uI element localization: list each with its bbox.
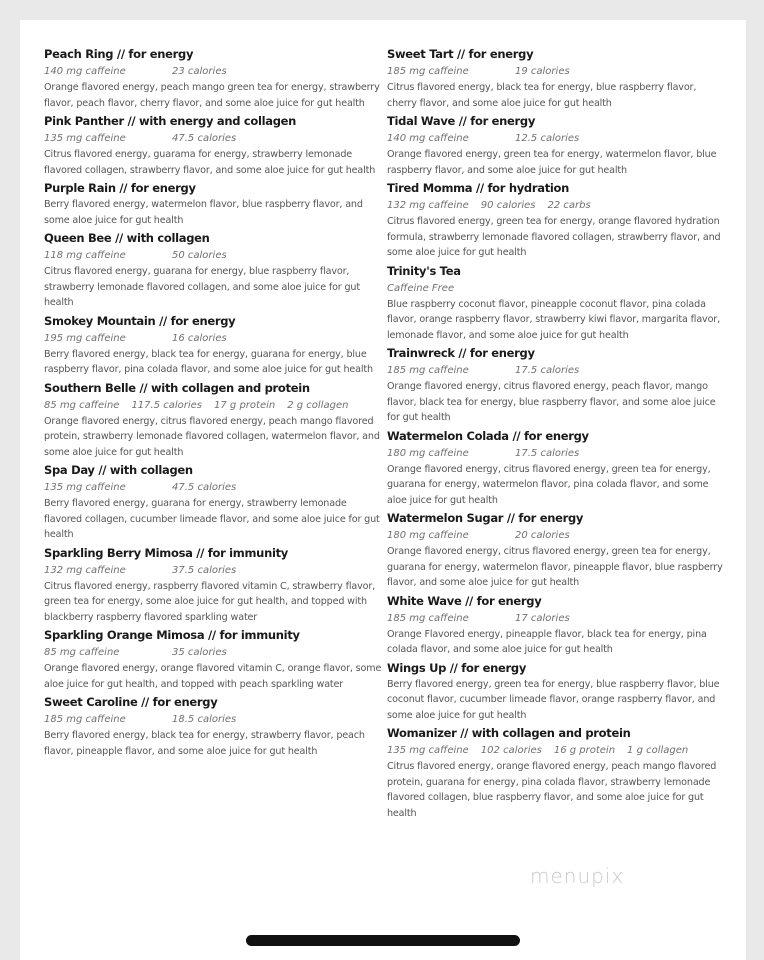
menu-item-description: Orange flavored energy, citrus flavored energy, green tea for energy, guarana for energy, watermelon flavor, pina colada flavor, and some aloe juice for gut health xyxy=(387,463,711,506)
menu-item-title: Sparkling Orange Mimosa // for immunity xyxy=(44,628,300,642)
nutrition-value: 132 mg caffeine xyxy=(44,564,126,576)
nutrition-value: 1 g collagen xyxy=(627,745,689,756)
menu-item-title: Sparkling Berry Mimosa // for immunity xyxy=(44,545,288,560)
nutrition-value: 22 carbs xyxy=(547,200,591,211)
menu-item-nutrition xyxy=(44,330,384,347)
menu-item-title: Spa Day // with collagen xyxy=(44,463,193,477)
menu-item-title: Peach Ring // for energy xyxy=(44,47,194,61)
nutrition-value: Caffeine Free xyxy=(387,282,455,294)
menu-item-description: Orange Flavored energy, pineapple flavor, black tea for energy, pina colada flavor, and some aloe juice for gut health xyxy=(387,628,707,655)
nutrition-value: 185 mg caffeine xyxy=(44,714,126,725)
nutrition-value: 90 calories xyxy=(480,200,536,211)
menu-item-title: Womanizer // with collagen and protein xyxy=(387,726,631,740)
menu-item-title: Trinity's Tea xyxy=(387,263,461,278)
menu-item xyxy=(44,179,384,228)
menu-item-description: Orange flavored energy, citrus flavored energy, peach flavor, mango flavor, black tea for energy, blue raspberry flavor, and some aloe juice for gut health xyxy=(387,381,716,423)
menu-item-title: Purple Rain // for energy xyxy=(44,181,196,195)
menu-column-left xyxy=(44,45,384,760)
menu-item-description: Berry flavored energy, green tea for energy, blue raspberry flavor, blue coconut flavor, cucumber limeade flavor, orange raspberry flavor, and some aloe juice for gut health xyxy=(387,678,720,721)
nutrition-value: 17.5 calories xyxy=(515,365,580,376)
nutrition-value: 17 g protein xyxy=(214,399,276,411)
nutrition-value: 102 calories xyxy=(480,745,542,756)
menu-item xyxy=(387,262,727,344)
menu-item-nutrition xyxy=(44,644,384,661)
home-indicator-bar[interactable] xyxy=(246,935,520,946)
nutrition-value: 180 mg caffeine xyxy=(387,530,469,541)
menu-item-title: Watermelon Sugar // for energy xyxy=(387,511,584,525)
menu-item-nutrition xyxy=(44,63,384,80)
menu-item xyxy=(387,45,727,111)
nutrition-value: 23 calories xyxy=(172,66,227,77)
nutrition-value: 132 mg caffeine xyxy=(387,200,469,211)
menu-item-nutrition xyxy=(44,562,384,579)
nutrition-value: 18.5 calories xyxy=(172,714,237,725)
nutrition-value: 117.5 calories xyxy=(131,399,203,411)
menu-item-nutrition xyxy=(44,711,384,728)
menu-item-description: Citrus flavored energy, raspberry flavored vitamin C, strawberry flavor, green tea for energy, some aloe juice for gut health, and topped with blackberry raspberry flavored sparkling water xyxy=(44,580,376,623)
menu-item-nutrition xyxy=(387,130,727,147)
nutrition-value: 16 calories xyxy=(172,332,227,344)
nutrition-value: 17 calories xyxy=(515,612,570,624)
menu-item-title: Southern Belle // with collagen and protein xyxy=(44,380,310,395)
menu-item-description: Orange flavored energy, green tea for energy, watermelon flavor, blue raspberry flavor, and some aloe juice for gut health xyxy=(387,149,717,176)
menu-item-nutrition xyxy=(387,63,727,80)
nutrition-value: 19 calories xyxy=(515,66,570,77)
menu-item-title: Pink Panther // with energy and collagen xyxy=(44,114,297,128)
menu-item xyxy=(44,544,384,626)
menu-item-title: White Wave // for energy xyxy=(387,593,542,608)
menu-item xyxy=(387,509,727,591)
menu-item-description: Berry flavored energy, black tea for energy, guarana for energy, blue raspberry flavor, pina colada flavor, and some aloe juice for gut health xyxy=(44,348,373,375)
nutrition-value: 118 mg caffeine xyxy=(44,250,126,261)
nutrition-value: 12.5 calories xyxy=(515,133,580,144)
nutrition-value: 20 calories xyxy=(515,530,570,541)
nutrition-value: 17.5 calories xyxy=(515,447,580,459)
menu-item-description: Citrus flavored energy, guarama for energy, strawberry lemonade flavored collagen, strawberry flavor, and some aloe juice for gut health xyxy=(44,149,376,176)
menu-item-nutrition xyxy=(387,197,727,214)
menu-item xyxy=(387,592,727,658)
nutrition-value: 140 mg caffeine xyxy=(44,66,126,77)
menu-item xyxy=(44,626,384,692)
nutrition-value: 195 mg caffeine xyxy=(44,332,126,344)
menu-item xyxy=(387,659,727,724)
menu-item-description: Blue raspberry coconut flavor, pineapple coconut flavor, pina colada flavor, orange raspberry flavor, strawberry kiwi flavor, margarita flavor, lemonade flavor, and some aloe juice for gut health xyxy=(387,298,720,341)
menu-item-description: Citrus flavored energy, guarana for energy, blue raspberry flavor, strawberry lemonade flavored collagen, and some aloe juice for gut health xyxy=(44,266,360,308)
nutrition-value: 85 mg caffeine xyxy=(44,399,120,411)
menu-item-description: Orange flavored energy, citrus flavored energy, peach mango flavored protein, strawberry lemonade flavored collagen, watermelon flavor, and some aloe juice for gut health xyxy=(44,415,380,458)
menu-item-nutrition xyxy=(44,130,384,147)
menu-item-title: Smokey Mountain // for energy xyxy=(44,313,236,328)
menu-item-title: Sweet Caroline // for energy xyxy=(44,695,218,709)
menu-item xyxy=(44,229,384,311)
menu-item xyxy=(44,312,384,378)
menu-item xyxy=(44,45,384,111)
nutrition-value: 47.5 calories xyxy=(172,482,237,493)
menu-item-description: Citrus flavored energy, black tea for energy, blue raspberry flavor, cherry flavor, and some aloe juice for gut health xyxy=(387,82,697,109)
menu-item-nutrition xyxy=(387,527,727,544)
menu-item xyxy=(44,112,384,178)
menu-item-nutrition xyxy=(387,362,727,379)
menu-item-title: Tired Momma // for hydration xyxy=(387,181,570,195)
menu-item xyxy=(387,427,727,509)
nutrition-value: 85 mg caffeine xyxy=(44,647,120,658)
nutrition-value: 185 mg caffeine xyxy=(387,612,469,624)
menu-item-description: Orange flavored energy, peach mango green tea for energy, strawberry flavor, peach flavor, cherry flavor, and some aloe juice for gut health xyxy=(44,82,380,109)
menu-item xyxy=(44,461,384,543)
menu-item-description: Citrus flavored energy, green tea for energy, orange flavored hydration formula, strawberry lemonade flavored collagen, strawberry flavor, and some aloe juice for gut health xyxy=(387,216,721,258)
menu-item-nutrition xyxy=(44,397,384,414)
nutrition-value: 16 g protein xyxy=(553,745,616,756)
menu-item-description: Berry flavored energy, guarana for energy, strawberry lemonade flavored collagen, cucumber limeade flavor, and some aloe juice for gut health xyxy=(44,498,380,540)
menu-item-nutrition xyxy=(387,280,727,297)
menu-page xyxy=(20,20,746,960)
menu-item-description: Berry flavored energy, black tea for energy, strawberry flavor, peach flavor, pineapple flavor, and some aloe juice for gut health xyxy=(44,730,365,757)
nutrition-value: 2 g collagen xyxy=(287,399,349,411)
nutrition-value: 37.5 calories xyxy=(172,564,237,576)
nutrition-value: 185 mg caffeine xyxy=(387,66,469,77)
menu-item-nutrition xyxy=(44,479,384,496)
menu-item-nutrition xyxy=(44,247,384,264)
menu-item-title: Queen Bee // with collagen xyxy=(44,231,210,245)
menu-item-title: Wings Up // for energy xyxy=(387,660,527,675)
nutrition-value: 135 mg caffeine xyxy=(44,133,126,144)
menu-item-title: Sweet Tart // for energy xyxy=(387,47,534,61)
menu-item xyxy=(44,379,384,461)
menu-item xyxy=(387,724,727,821)
nutrition-value: 35 calories xyxy=(172,647,227,658)
nutrition-value: 135 mg caffeine xyxy=(44,482,126,493)
menu-item xyxy=(387,344,727,426)
menu-item-title: Watermelon Colada // for energy xyxy=(387,428,589,443)
menu-item-description: Berry flavored energy, watermelon flavor, blue raspberry flavor, and some aloe juice for gut health xyxy=(44,199,363,226)
menu-item-nutrition xyxy=(387,445,727,462)
menu-item-nutrition xyxy=(387,610,727,627)
nutrition-value: 135 mg caffeine xyxy=(387,745,469,756)
menu-item-description: Citrus flavored energy, orange flavored energy, peach mango flavored protein, guarana for energy, pina colada flavor, strawberry lemonade flavored collagen, blue raspberry flavor, and some aloe juice for gut health xyxy=(387,761,717,819)
nutrition-value: 50 calories xyxy=(172,250,227,261)
nutrition-value: 185 mg caffeine xyxy=(387,365,469,376)
menu-item xyxy=(387,179,727,261)
menu-item-description: Orange flavored energy, citrus flavored energy, green tea for energy, guarana for energy, watermelon flavor, pineapple flavor, blue raspberry flavor, and some aloe juice for gut health xyxy=(387,546,723,588)
menu-item xyxy=(44,693,384,759)
menu-item-title: Trainwreck // for energy xyxy=(387,346,535,360)
nutrition-value: 47.5 calories xyxy=(172,133,237,144)
nutrition-value: 180 mg caffeine xyxy=(387,447,469,459)
menu-column-right xyxy=(387,45,727,822)
menu-item-description: Orange flavored energy, orange flavored vitamin C, orange flavor, some aloe juice for gut health, and topped with peach sparkling water xyxy=(44,663,382,690)
menu-item-title: Tidal Wave // for energy xyxy=(387,114,536,128)
watermark-logo: menupix xyxy=(530,864,625,888)
menu-item xyxy=(387,112,727,178)
menu-item-nutrition xyxy=(387,742,727,759)
nutrition-value: 140 mg caffeine xyxy=(387,133,469,144)
